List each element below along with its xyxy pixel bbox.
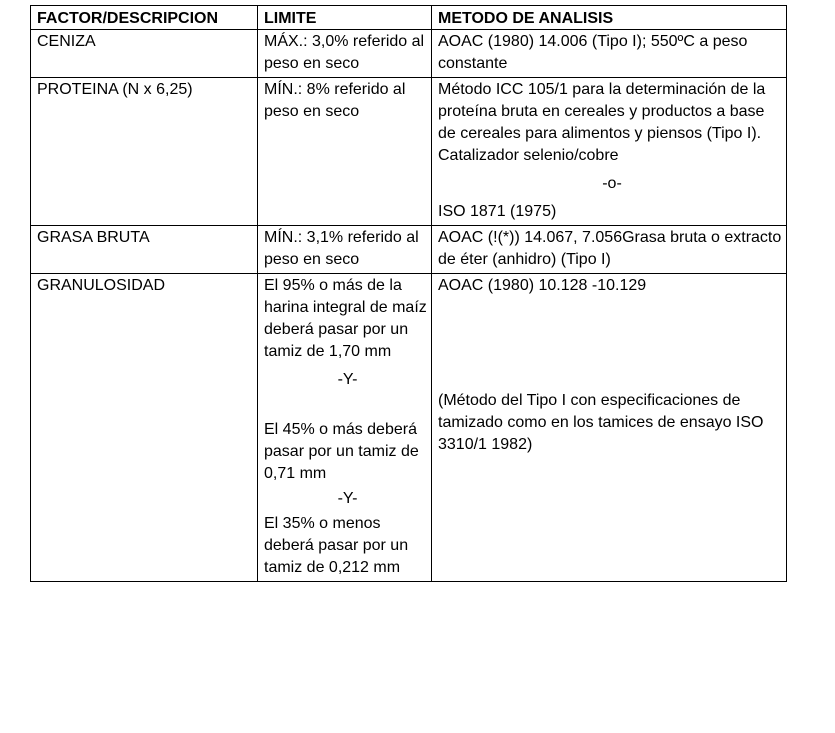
factor-cell: GRANULOSIDAD <box>31 274 258 582</box>
table-row <box>31 274 787 582</box>
table-row <box>31 30 787 78</box>
metodo-cell: AOAC (1980) 14.006 (Tipo I); 550ºC a peso constante <box>432 30 787 78</box>
limite-text: El 95% o más de la harina integral de maíz deberá pasar por un tamiz de 1,70 mm <box>264 277 427 360</box>
limite-cell: MÍN.: 3,1% referido al peso en seco <box>258 226 432 274</box>
limite-separator: -Y- <box>337 371 358 388</box>
header-factor: FACTOR/DESCRIPCION <box>31 6 258 30</box>
limite-cell <box>258 274 432 582</box>
header-limite: LIMITE <box>258 6 432 30</box>
metodo-cell: AOAC (!(*)) 14.067, 7.056Grasa bruta o extracto de éter (anhidro) (Tipo I) <box>432 226 787 274</box>
factor-cell: GRASA BRUTA <box>31 226 258 274</box>
factor-cell: PROTEINA (N x 6,25) <box>31 78 258 226</box>
header-row <box>31 6 787 30</box>
limite-cell: MÁX.: 3,0% referido al peso en seco <box>258 30 432 78</box>
limite-cell: MÍN.: 8% referido al peso en seco <box>258 78 432 226</box>
limite-separator: -Y- <box>337 490 358 507</box>
analysis-table <box>30 5 787 582</box>
spacer <box>438 297 786 390</box>
metodo-separator: -o- <box>602 175 622 192</box>
limite-text: El 45% o más deberá pasar por un tamiz de 0,71 mm <box>264 421 419 482</box>
metodo-text: AOAC (1980) 10.128 -10.129 <box>438 277 647 294</box>
factor-cell: CENIZA <box>31 30 258 78</box>
table-row <box>31 226 787 274</box>
metodo-cell <box>432 78 787 226</box>
header-metodo: METODO DE ANALISIS <box>432 6 787 30</box>
table-row <box>31 78 787 226</box>
metodo-cell <box>432 274 787 582</box>
metodo-text: Método ICC 105/1 para la determinación de la proteína bruta en cereales y productos a base de cereales para alimentos y piensos (Tipo I). Catalizador selenio/cobre <box>438 81 766 164</box>
spacer <box>264 397 431 419</box>
metodo-text-alt: ISO 1871 (1975) <box>438 203 557 220</box>
metodo-text-alt: (Método del Tipo I con especificaciones de tamizado como en los tamices de ensayo ISO 3310/1 1982) <box>438 392 764 453</box>
limite-text: El 35% o menos deberá pasar por un tamiz de 0,212 mm <box>264 515 409 576</box>
